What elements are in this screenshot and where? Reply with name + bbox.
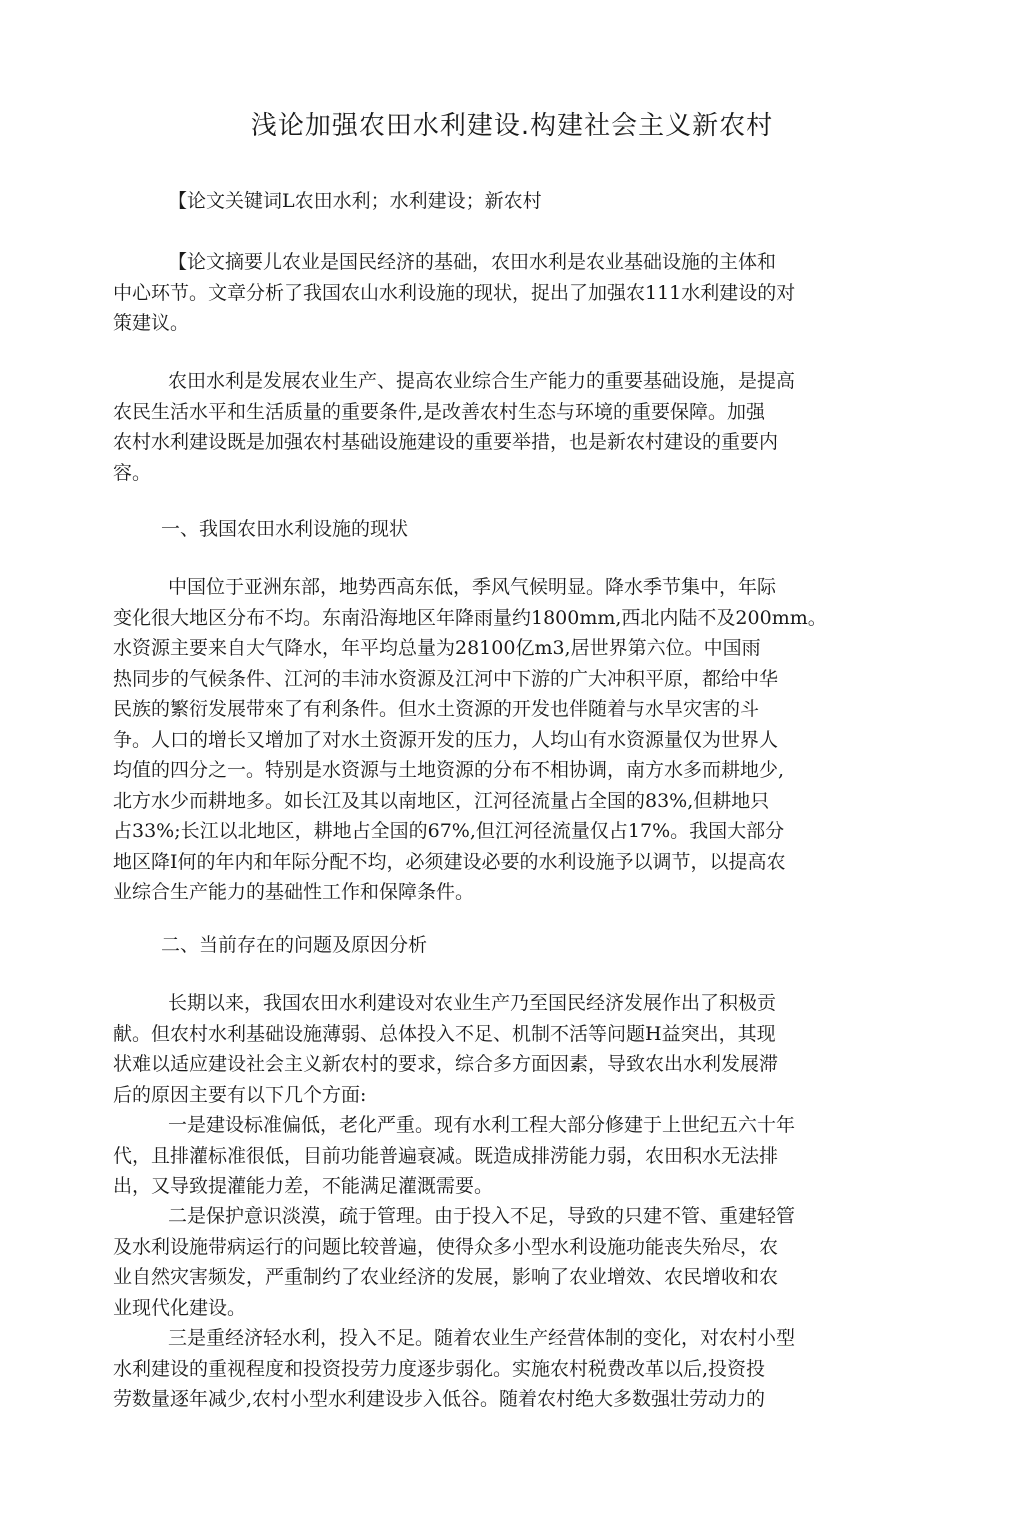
section1-paragraph xyxy=(113,572,903,908)
document-title: 浅论加强农田水利建设.构建社会主义新农村 xyxy=(250,111,774,141)
point1-paragraph xyxy=(113,1110,903,1202)
point2-line: 及水利设施带病运行的问题比较普遍，使得众多小型水利设施功能丧失殆尽，农 xyxy=(113,1235,779,1258)
keywords-paragraph xyxy=(113,186,903,217)
intro-paragraph xyxy=(113,366,903,488)
section1-line: 变化很大地区分布不均。东南沿海地区年降雨量约1800mm,西北内陆不及200mm。 xyxy=(113,606,827,629)
point1-line: 出，又导致提灌能力差，不能满足灌溉需要。 xyxy=(113,1175,494,1197)
abstract-paragraph xyxy=(113,247,903,339)
point1-line: 代，且排灌标准很低，目前功能普遍衰减。既造成排涝能力弱，农田积水无法排 xyxy=(113,1144,779,1167)
section-heading: 一、我国农田水利设施的现状 xyxy=(161,518,409,540)
point3-line: 三是重经济轻水利，投入不足。随着农业生产经营体制的变化，对农村小型 xyxy=(168,1327,796,1349)
intro-line: 容。 xyxy=(113,461,152,484)
section2-line: 状难以适应建设社会主义新农村的要求，综合多方面因素，导致农出水利发展滞 xyxy=(113,1053,779,1075)
point2-line: 业现代化建设。 xyxy=(113,1296,247,1319)
intro-line: 农田水利是发展农业生产、提高农业综合生产能力的重要基础设施，是提高 xyxy=(168,370,796,392)
section2-line: 献。但农村水利基础设施薄弱、总体投入不足、机制不活等问题H益突出，其现 xyxy=(113,1022,776,1045)
abstract-line: 【论文摘要儿农业是国民经济的基础，农田水利是农业基础设施的主体和 xyxy=(168,251,777,273)
section-heading: 二、当前存在的问题及原因分析 xyxy=(161,934,428,956)
point2-line: 业自然灾害频发，严重制约了农业经济的发展，影响了农业增效、农民增收和农 xyxy=(113,1266,779,1288)
section2-line: 长期以来，我国农田水利建设对农业生产乃至国民经济发展作出了积极贡 xyxy=(168,992,777,1014)
point3-line: 水利建设的重视程度和投资投劳力度逐步弱化。实施农村税费改革以后,投资投 xyxy=(113,1357,766,1380)
section1-line: 中国位于亚洲东部，地势西高东低，季风气候明显。降水季节集中，年际 xyxy=(168,576,777,598)
section1-line: 业综合生产能力的基础性工作和保障条件。 xyxy=(113,881,475,903)
section1-line: 民族的繁衍发展带來了有利条件。但水土资源的开发也伴随着与水旱灾害的斗 xyxy=(113,698,760,720)
section2-heading xyxy=(113,930,903,961)
section1-line: 均值的四分之一。特别是水资源与土地资源的分布不相协调，南方水多而耕地少, xyxy=(113,759,785,781)
section1-line: 水资源主要来自大气降水，年平均总量为28100亿m3,居世界第六位。中国雨 xyxy=(113,637,761,659)
abstract-line: 中心环节。文章分析了我国农山水利设施的现状，捉出了加强农111水利建设的对 xyxy=(113,281,796,304)
point2-line: 二是保护意识淡漠，疏于管理。由于投入不足，导致的只建不管、重建轻管 xyxy=(168,1205,796,1227)
abstract-line: 策建议。 xyxy=(113,312,190,334)
section2-paragraph xyxy=(113,988,903,1110)
section1-line: 北方水少而耕地多。如长江及其以南地区，江河径流量占全国的83%,但耕地只 xyxy=(113,789,770,812)
section1-line: 地区降I何的年内和年际分配不均，必须建设必要的水利设施予以调节，以提高农 xyxy=(113,850,786,873)
keywords-line: 【论文关键词L农田水利；水利建设；新农村 xyxy=(168,190,542,212)
section1-line: 热同步的气候条件、江河的丰沛水资源及江河中下游的广大冲积平原，都给中华 xyxy=(113,667,779,690)
intro-line: 农民生活水平和生活质量的重要条件,是改善农村生态与环境的重要保障。加强 xyxy=(113,400,766,423)
point1-line: 一是建设标准偏低，老化严重。现有水利工程大部分修建于上世纪五六十年 xyxy=(168,1114,796,1136)
section1-heading xyxy=(113,514,903,545)
section1-line: 争。人口的增长又增加了对水土资源开发的压力，人均山有水资源量仅为世界人 xyxy=(113,728,779,751)
section2-line: 后的原因主要有以下几个方面: xyxy=(113,1083,367,1106)
section1-line: 占33%;长江以北地区，耕地占全国的67%,但江河径流量仅占17%。我国大部分 xyxy=(113,820,785,842)
intro-line: 农村水利建设既是加强农村基础设施建设的重要举措，也是新农村建设的重要内 xyxy=(113,431,779,453)
point3-paragraph xyxy=(113,1323,903,1415)
point2-paragraph xyxy=(113,1201,903,1323)
point3-line: 劳数量逐年减少,农村小型水利建设步入低谷。随着农村绝大多数强壮劳动力的 xyxy=(113,1388,766,1410)
